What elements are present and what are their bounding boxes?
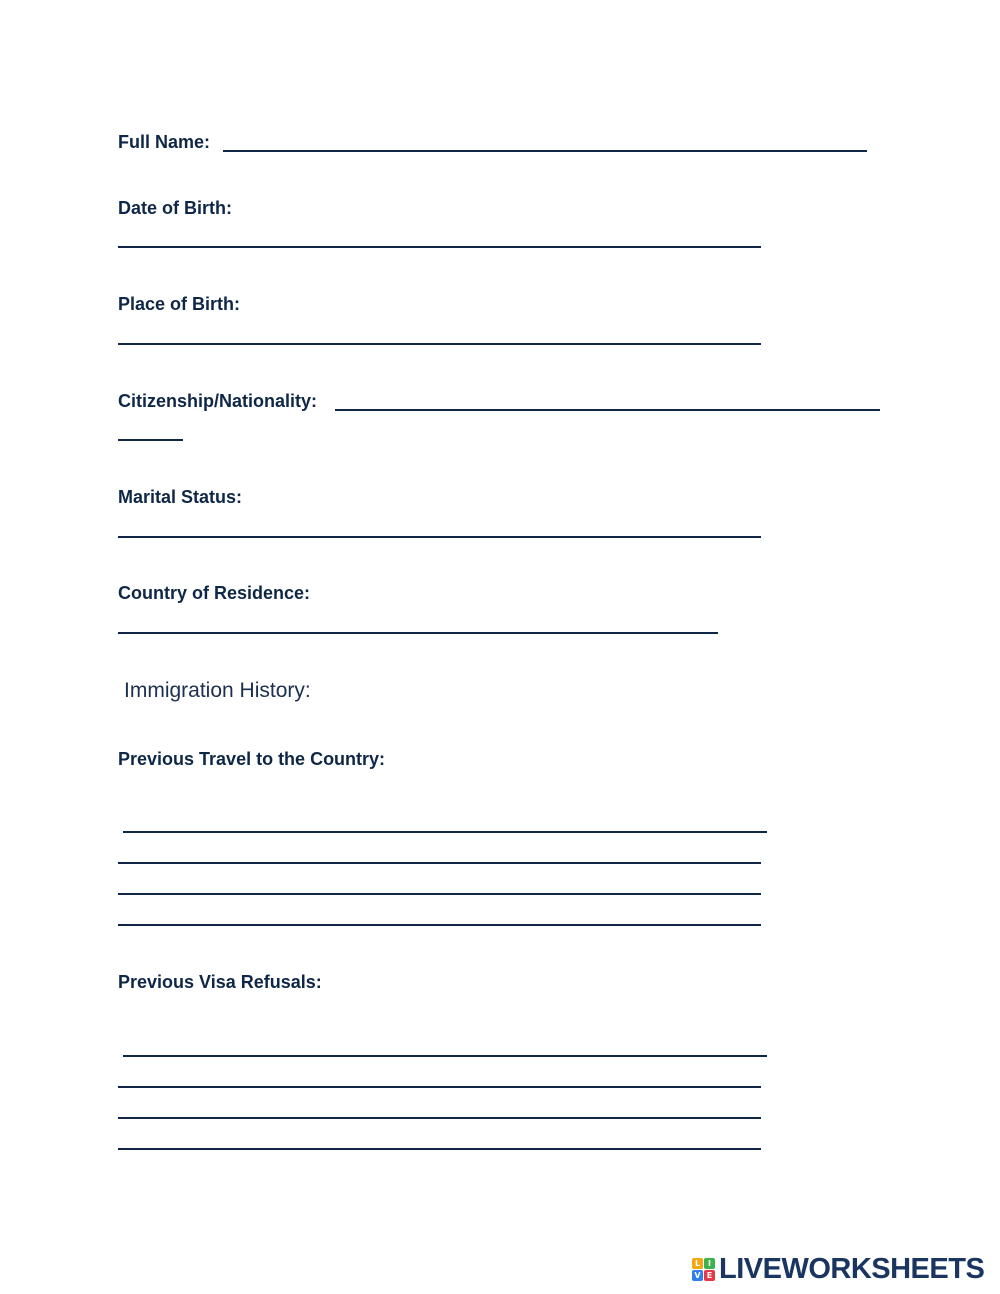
place-of-birth-label: Place of Birth: bbox=[118, 294, 241, 314]
previous-visa-refusals-line-4[interactable] bbox=[118, 1148, 761, 1150]
marital-status-label: Marital Status: bbox=[118, 487, 243, 507]
previous-travel-label: Previous Travel to the Country: bbox=[118, 749, 386, 769]
logo-cell: I bbox=[704, 1258, 715, 1269]
logo-cell: E bbox=[704, 1270, 715, 1281]
previous-travel-line-4[interactable] bbox=[118, 924, 761, 926]
previous-visa-refusals-line-1[interactable] bbox=[123, 1055, 767, 1057]
country-of-residence-field[interactable] bbox=[118, 632, 718, 634]
liveworksheets-logo bbox=[692, 1254, 984, 1284]
immigration-history-heading: Immigration History: bbox=[124, 679, 311, 702]
previous-visa-refusals-label: Previous Visa Refusals: bbox=[118, 972, 322, 992]
previous-visa-refusals-line-2[interactable] bbox=[118, 1086, 761, 1088]
place-of-birth-field[interactable] bbox=[118, 343, 761, 345]
full-name-label: Full Name: bbox=[118, 132, 211, 152]
logo-cell: L bbox=[692, 1258, 703, 1269]
logo-cell: V bbox=[692, 1270, 703, 1281]
date-of-birth-field[interactable] bbox=[118, 246, 761, 248]
citizenship-field[interactable] bbox=[335, 409, 880, 411]
country-of-residence-label: Country of Residence: bbox=[118, 583, 311, 603]
marital-status-field[interactable] bbox=[118, 536, 761, 538]
date-of-birth-label: Date of Birth: bbox=[118, 198, 232, 218]
previous-travel-line-3[interactable] bbox=[118, 893, 761, 895]
full-name-field[interactable] bbox=[223, 150, 867, 152]
liveworksheets-logo-icon bbox=[692, 1258, 715, 1281]
previous-travel-line-2[interactable] bbox=[118, 862, 761, 864]
previous-visa-refusals-line-3[interactable] bbox=[118, 1117, 761, 1119]
citizenship-field-continuation[interactable] bbox=[118, 439, 183, 441]
liveworksheets-wordmark: LIVEWORKSHEETS bbox=[719, 1253, 985, 1285]
previous-travel-line-1[interactable] bbox=[123, 831, 767, 833]
citizenship-label: Citizenship/Nationality: bbox=[118, 391, 318, 411]
